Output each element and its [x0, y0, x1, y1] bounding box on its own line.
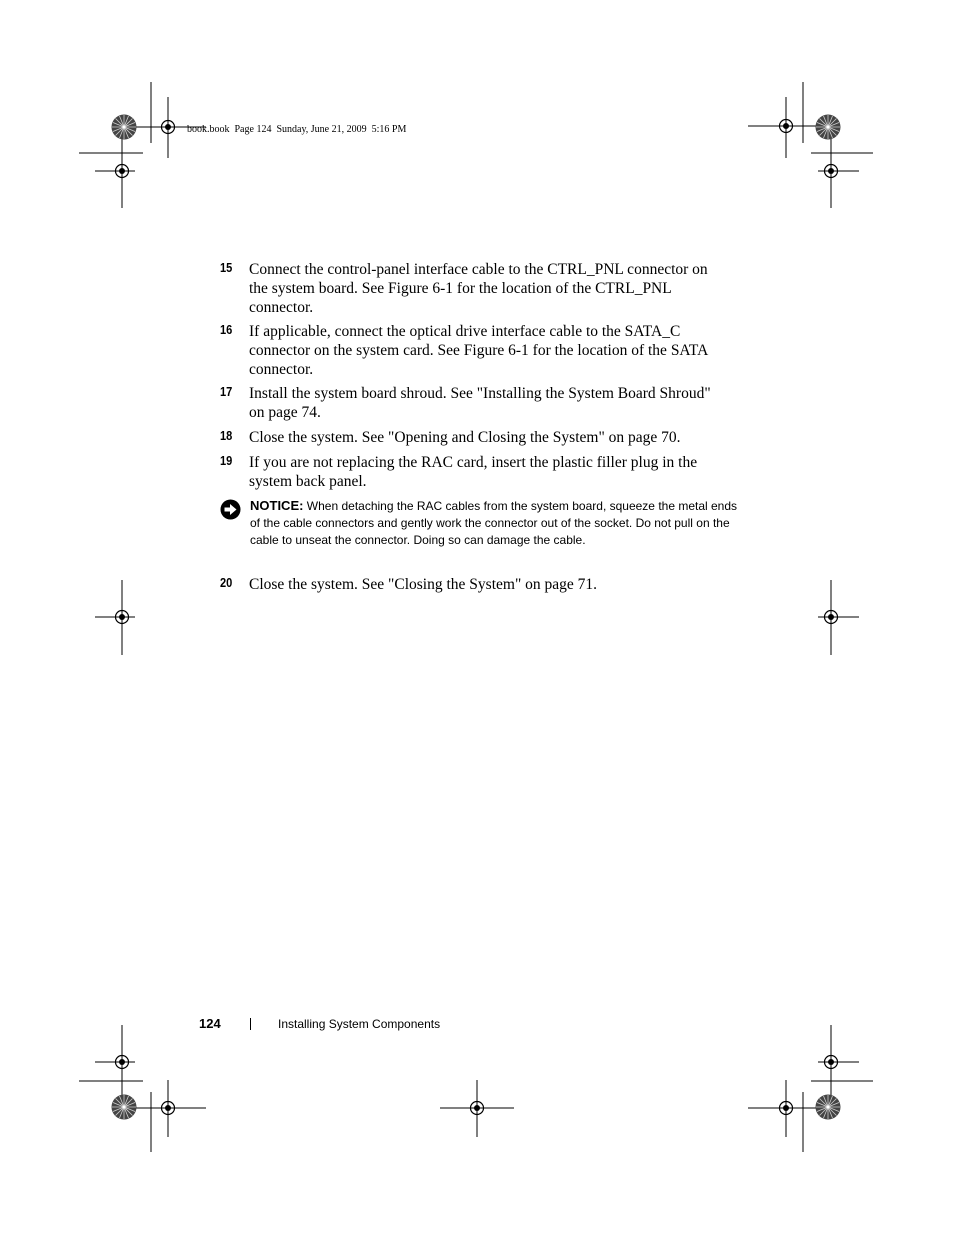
print-slug-line: book.book Page 124 Sunday, June 21, 2009 5:16 PM: [187, 124, 407, 135]
notice-body: When detaching the RAC cables from the system board, squeeze the metal ends of the cable connectors and gently work the connector out of the socket. Do not pull on the cable to unseat the connector. Doing so can damage the cable.: [250, 499, 738, 547]
step-text: If applicable, connect the optical drive interface cable to the SATA_C connector on the system card. See Figure 6-1 for the location of the SATA connector.: [249, 323, 708, 378]
footer-section-title: Installing System Components: [278, 1017, 441, 1031]
notice-label: NOTICE:: [250, 498, 304, 513]
step-text: If you are not replacing the RAC card, insert the plastic filler plug in the system back panel.: [249, 454, 698, 490]
step-number: 16: [220, 322, 233, 337]
bottom-right-crop-marks: [748, 1025, 873, 1152]
notice-arrow-icon: [220, 499, 241, 520]
page-number: 124: [199, 1016, 221, 1031]
notice-text: [250, 497, 740, 549]
bottom-left-starburst-mark: [112, 1095, 137, 1120]
step-text: Connect the control-panel interface cable to the CTRL_PNL connector on the system board. See Figure 6-1 for the location of the CTRL_PNL connector.: [249, 261, 708, 316]
step-text: Close the system. See "Opening and Closing the System" on page 70.: [249, 429, 681, 446]
top-left-crop-marks: [79, 82, 206, 208]
step-number: 19: [220, 453, 233, 468]
footer-divider: [250, 1018, 251, 1030]
step-number: 20: [220, 575, 233, 590]
step-number: 17: [220, 384, 233, 399]
bottom-right-starburst-mark: [816, 1095, 841, 1120]
step-number: 18: [220, 428, 233, 443]
top-right-crop-marks: [748, 82, 873, 208]
top-left-starburst-mark: [112, 115, 137, 140]
bottom-left-crop-marks: [79, 1025, 206, 1152]
step-text: Install the system board shroud. See "Installing the System Board Shroud" on page 74.: [249, 385, 711, 421]
top-right-starburst-mark: [816, 115, 841, 140]
step-number: 15: [220, 260, 233, 275]
step-text: Close the system. See "Closing the System" on page 71.: [249, 576, 598, 593]
